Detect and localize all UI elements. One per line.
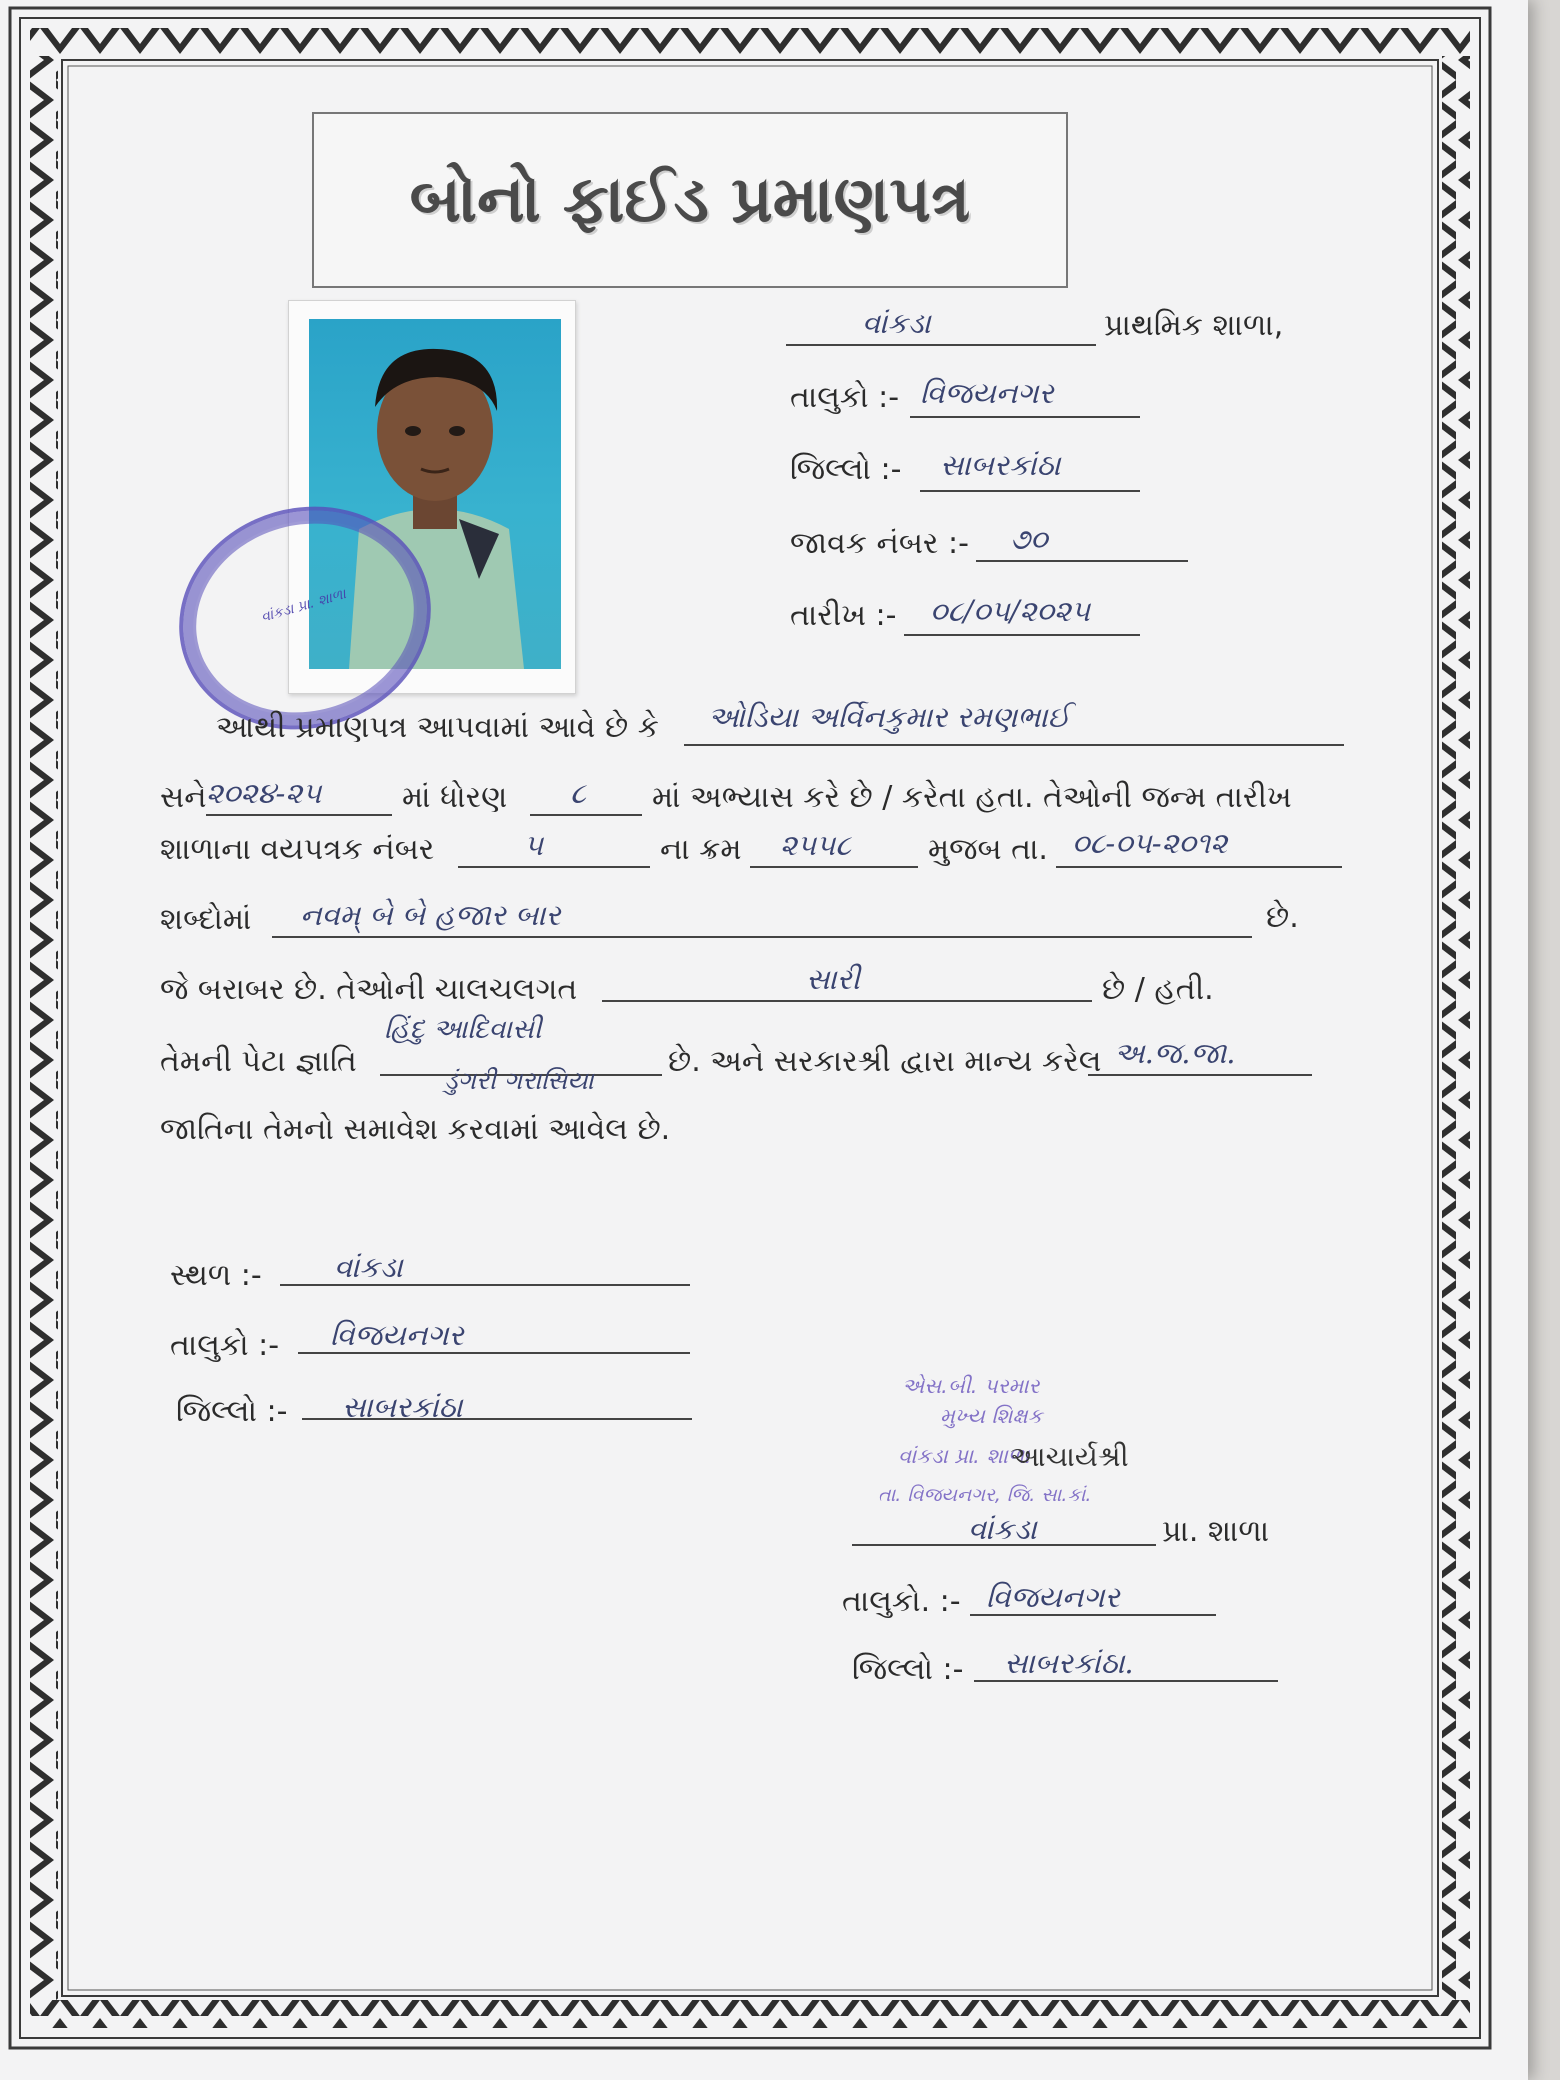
footer-right-taluko-value: વિજયનગર: [986, 1580, 1120, 1614]
taluko-underline: [910, 416, 1140, 418]
dob-underline: [1056, 866, 1342, 868]
conduct-value: સારી: [806, 962, 860, 996]
dob-words-value: નવમ્ બે બે હજાર બાર: [300, 898, 561, 932]
body-line2-mid: માં ધોરણ: [402, 780, 508, 815]
footer-right-jillo-underline: [974, 1680, 1278, 1682]
jillo-label: જિલ્લો :-: [790, 452, 902, 487]
taluko-label: તાલુકો :-: [790, 380, 900, 415]
signature-place: તા. વિજયનગર, જિ. સા.કાં.: [878, 1484, 1092, 1506]
body-line5-prefix: જે બરાબર છે. તેઓની ચાલચલગત: [160, 972, 578, 1007]
std-underline: [530, 814, 642, 816]
body-line4-suffix: છે.: [1266, 900, 1299, 935]
body-line7: જાતિના તેમનો સમાવેશ કરવામાં આવેલ છે.: [160, 1112, 671, 1147]
footer-right-school-value: વાંકડા: [968, 1512, 1037, 1546]
footer-taluko-label: તાલુકો :-: [170, 1328, 280, 1363]
category-underline: [1088, 1074, 1312, 1076]
body-line3-mujab: મુજબ તા.: [928, 832, 1048, 867]
kram-underline: [750, 866, 918, 868]
student-name-value: ઓડિયા અર્વિનકુમાર રમણભાઈ: [708, 700, 1070, 734]
footer-right-taluko-underline: [970, 1614, 1216, 1616]
dob-value: ૦૮-૦૫-૨૦૧૨: [1072, 826, 1228, 860]
signature-title: મુખ્ય શિક્ષક: [940, 1404, 1043, 1428]
body-line3-kram: ના ક્રમ: [660, 832, 742, 867]
school-suffix-label: પ્રાથમિક શાળા,: [1104, 308, 1284, 343]
category-value: અ.જ.જા.: [1114, 1036, 1236, 1070]
footer-jillo-label: જિલ્લો :-: [176, 1394, 288, 1429]
footer-taluko-value: વિજયનગર: [330, 1318, 464, 1352]
caste-value-1: હિંદુ આદિવાસી: [384, 1014, 542, 1045]
caste-value-2: ડુંગરી ગરાસિયા: [444, 1066, 594, 1095]
acharya-label: આચાર્યશ્રી: [1010, 1440, 1129, 1473]
tarikh-value: ૦૮/૦૫/૨૦૨૫: [930, 594, 1091, 628]
conduct-underline: [602, 1000, 1092, 1002]
javak-label: જાવક નંબર :-: [790, 526, 969, 561]
body-line3-prefix: શાળાના વયપત્રક નંબર: [160, 832, 435, 867]
footer-jillo-underline: [302, 1418, 692, 1420]
body-line5-suffix: છે / હતી.: [1102, 972, 1214, 1007]
stamp-text: વાંકડા પ્રા. શાળા: [259, 586, 348, 626]
javak-value: ૭૦: [1010, 522, 1048, 556]
year-underline: [206, 814, 392, 816]
body-line2-suffix: માં અભ્યાસ કરે છે / કરેતા હતા. તેઓની જન્મ તારીખ: [652, 780, 1292, 815]
student-name-underline: [684, 744, 1344, 746]
footer-sthal-underline: [280, 1284, 690, 1286]
std-value: ૮: [570, 776, 586, 810]
body-line6-prefix: તેમની પેટા જ્ઞાતિ: [160, 1044, 357, 1079]
footer-right-taluko-label: તાલુકો. :-: [842, 1584, 961, 1619]
footer-sthal-label: સ્થળ :-: [170, 1258, 262, 1293]
footer-right-jillo-value: સાબરકાંઠા.: [1004, 1646, 1134, 1680]
signature-name: એસ.બી. પરમાર: [902, 1374, 1040, 1398]
register-value: ૫: [524, 828, 544, 862]
kram-value: ૨૫૫૮: [780, 828, 852, 862]
year-value: ૨૦૨૪-૨૫: [206, 776, 322, 810]
body-line6-mid: છે. અને સરકારશ્રી દ્વારા માન્ય કરેલ: [668, 1044, 1102, 1079]
footer-sthal-value: વાંકડા: [334, 1250, 403, 1284]
tarikh-label: તારીખ :-: [790, 598, 897, 633]
dob-words-underline: [272, 936, 1252, 938]
body-line2-sane: સને: [160, 780, 207, 815]
jillo-underline: [920, 490, 1140, 492]
footer-right-school-underline: [852, 1544, 1156, 1546]
footer-right-school-suffix: પ્રા. શાળા: [1162, 1514, 1270, 1549]
school-name-underline: [786, 344, 1096, 346]
certificate-title: બોનો ફાઈડ પ્રમાણપત્ર: [409, 163, 971, 237]
signature-school: વાંકડા પ્રા. શાળા: [898, 1444, 1030, 1468]
footer-right-jillo-label: જિલ્લો :-: [852, 1652, 964, 1687]
body-line4-prefix: શબ્દોમાં: [160, 902, 252, 937]
title-box: [312, 112, 1068, 288]
jillo-value: સાબરકાંઠા: [940, 448, 1061, 482]
footer-taluko-underline: [298, 1352, 690, 1354]
taluko-value: વિજયનગર: [920, 376, 1054, 410]
school-name-value: વાંકડા: [862, 306, 931, 340]
footer-jillo-value: સાબરકાંઠા: [342, 1390, 463, 1424]
tarikh-underline: [904, 634, 1140, 636]
body-line1-prefix: આથી પ્રમાણપત્ર આપવામાં આવે છે કે: [216, 710, 659, 745]
register-underline: [458, 866, 650, 868]
javak-underline: [976, 560, 1188, 562]
